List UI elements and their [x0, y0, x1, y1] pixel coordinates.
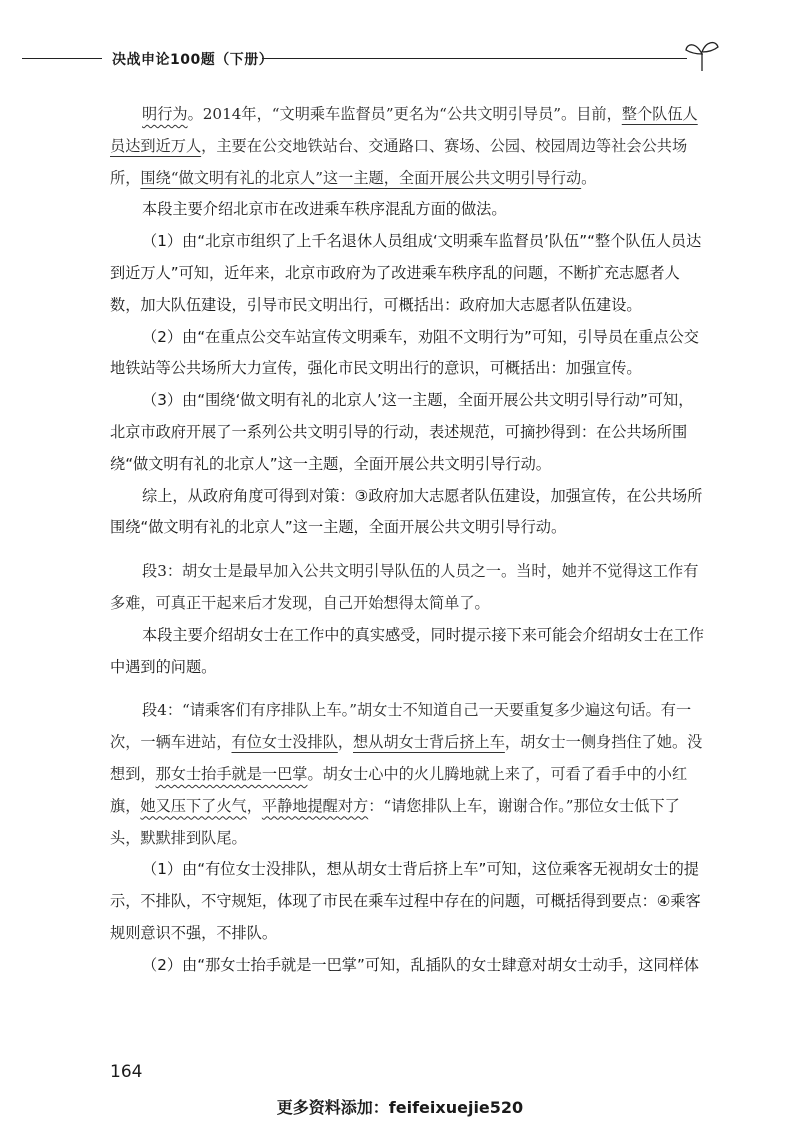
- text-run: ，: [246, 796, 262, 815]
- header-rule-right: [262, 58, 687, 59]
- source-paragraph: [110, 695, 705, 854]
- text-run: 。胡女士心中的火儿腾地就上来了，可看了看手中的小红旗，: [110, 764, 688, 815]
- wavy-underlined-text: 平静地提醒对方: [261, 796, 369, 815]
- text-run: 。: [581, 168, 597, 187]
- text-run: 段4：“请乘客们有序排队上车。”胡女士不知道自己一天要重复多少遍这句话。有一次，一辆车进站，: [110, 701, 692, 752]
- header-rule-left: [22, 58, 102, 59]
- analysis-paragraph: [110, 226, 705, 321]
- text-run: ，: [337, 733, 353, 752]
- running-header: [0, 40, 800, 80]
- wavy-underlined-text: 她又压下了火气: [140, 796, 247, 815]
- analysis-paragraph: [110, 322, 705, 386]
- text-run: 综上，从政府角度可得到对策：③政府加大志愿者队伍建设，加强宣传，在公共场所围绕“做文明有礼的北京人”这一主题，全面开展公共文明引导行动。: [110, 486, 703, 537]
- analysis-paragraph: [110, 385, 705, 480]
- text-run: （2）由“在重点公交车站宣传文明乘车，劝阻不文明行为”可知，引导员在重点公交地铁站等公共场所大力宣传，强化市民文明出行的意识，可概括出：加强宣传。: [110, 327, 699, 378]
- text-run: （3）由“围绕‘做文明有礼的北京人’这一主题，全面开展公共文明引导行动”可知，北京市政府开展了一系列公共文明引导的行动，表述规范，可摘抄得到：在公共场所围绕“做文明有礼的北京人”这一主题，全面开展公共文明引导行动。: [110, 391, 694, 473]
- text-run: （1）由“有位女士没排队，想从胡女士背后挤上车”可知，这位乘客无视胡女士的提示，不排队，不守规矩，体现了市民在乘车过程中存在的问题，可概括得到要点：④乘客规则意识不强，不排队。: [110, 860, 701, 942]
- source-paragraph: [110, 99, 705, 194]
- footer-note: 更多资料添加：feifeixuejie520: [276, 1098, 524, 1117]
- analysis-paragraph: [110, 854, 705, 949]
- underlined-text: 有位女士没排队: [231, 733, 338, 752]
- analysis-paragraph: [110, 481, 705, 545]
- text-run: 段3：胡女士是最早加入公共文明引导队伍的人员之一。当时，她并不觉得这工作有多难，可真正干起来后才发现，自己开始想得太简单了。: [110, 562, 699, 612]
- text-run: （2）由“那女士抬手就是一巴掌”可知，乱插队的女士肆意对胡女士动手，这同样体: [142, 955, 699, 974]
- text-run: 。2014年，“文明乘车监督员”更名为“公共文明引导员”。目前，: [187, 105, 622, 123]
- text-run: 本段主要介绍胡女士在工作中的真实感受，同时提示接下来可能会介绍胡女士在工作中遇到的问题。: [110, 625, 704, 676]
- source-paragraph: [110, 556, 705, 620]
- page-number: 164: [110, 1062, 143, 1082]
- sprout-icon: [684, 38, 720, 72]
- book-title: 决战申论100题（下册）: [112, 52, 274, 68]
- underlined-text: 想从胡女士背后挤上车: [353, 733, 505, 752]
- wavy-underlined-text: 那女士抬手就是一巴掌: [155, 764, 308, 783]
- text-run: （1）由“北京市组织了上千名退休人员组成‘文明乘车监督员’队伍”“整个队伍人员达到近万人”可知，近年来，北京市政府为了改进乘车秩序乱的问题，不断扩充志愿者人数，加大队伍建设，引导市民文明出行，可概括出：政府加大志愿者队伍建设。: [110, 232, 702, 314]
- analysis-paragraph: [110, 620, 705, 684]
- underlined-text: 围绕“做文明有礼的北京人”这一主题，全面开展公共文明引导行动: [140, 168, 582, 187]
- wavy-underlined-text: 明行为: [142, 105, 188, 123]
- text-run: ，主要在公交地铁站台、交通路口、赛场、公园、校园周边等社会公共场所，: [110, 136, 688, 187]
- text-run: ，胡女士一侧身挡住了她。没想到，: [110, 733, 703, 783]
- page-body: [110, 99, 705, 982]
- underlined-text: 整个队伍人员达到近万人: [110, 105, 698, 155]
- analysis-paragraph: [110, 950, 705, 982]
- text-run: ：“请您排队上车，谢谢合作。”那位女士低下了头，默默排到队尾。: [110, 796, 680, 847]
- analysis-paragraph: [110, 194, 705, 226]
- text-run: 本段主要介绍北京市在改进乘车秩序混乱方面的做法。: [142, 200, 507, 219]
